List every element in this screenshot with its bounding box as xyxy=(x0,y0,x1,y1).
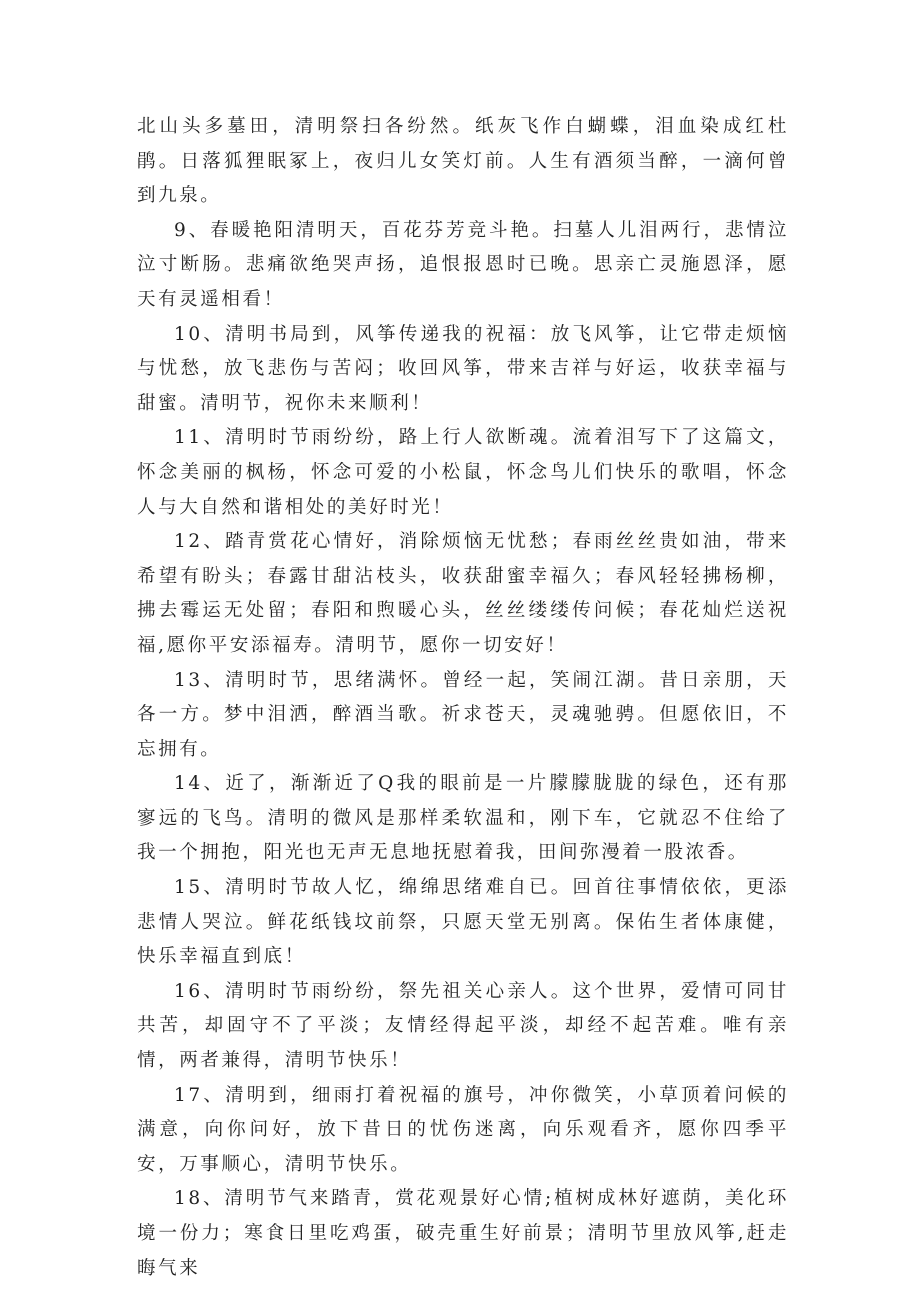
paragraph-item-13: 13、清明时节，思绪满怀。曾经一起，笑闹江湖。昔日亲朋，天各一方。梦中泪洒，醉酒当歌。祈求苍天，灵魂驰骋。但愿依旧，不忘拥有。 xyxy=(137,669,789,760)
paragraph-item-9: 9、春暖艳阳清明天，百花芬芳竞斗艳。扫墓人儿泪两行，悲情泣泣寸断肠。悲痛欲绝哭声扬，追恨报恩时已晚。思亲亡灵施恩泽，愿天有灵遥相看！ xyxy=(137,219,789,310)
paragraph-item-15: 15、清明时节故人忆，绵绵思绪难自已。回首往事情依依，更添悲情人哭泣。鲜花纸钱坟前祭，只愿天堂无别离。保佑生者体康健，快乐幸福直到底！ xyxy=(137,877,789,968)
document-body xyxy=(137,110,789,1286)
paragraph-item-14: 14、近了，渐渐近了Q我的眼前是一片朦朦胧胧的绿色，还有那寥远的飞鸟。清明的微风是那样柔软温和，刚下车，它就忍不住给了我一个拥抱，阳光也无声无息地抚慰着我，田间弥漫着一股浓香。 xyxy=(137,773,789,864)
paragraph-intro-poem: 北山头多墓田，清明祭扫各纷然。纸灰飞作白蝴蝶，泪血染成红杜鹃。日落狐狸眠冢上，夜归儿女笑灯前。人生有酒须当醉，一滴何曾到九泉。 xyxy=(137,116,789,207)
paragraph-item-12: 12、踏青赏花心情好，消除烦恼无忧愁；春雨丝丝贵如油，带来希望有盼头；春露甘甜沾枝头，收获甜蜜幸福久；春风轻轻拂杨柳，拂去霉运无处留；春阳和煦暖心头，丝丝缕缕传问候；春花灿烂送祝福,愿你平安添福寿。清明节，愿你一切安好！ xyxy=(137,531,789,656)
paragraph-item-16: 16、清明时节雨纷纷，祭先祖关心亲人。这个世界，爱情可同甘共苦，却固守不了平淡；友情经得起平淡，却经不起苦难。唯有亲情，两者兼得，清明节快乐！ xyxy=(137,980,789,1072)
paragraph-item-11: 11、清明时节雨纷纷，路上行人欲断魂。流着泪写下了这篇文，怀念美丽的枫杨，怀念可爱的小松鼠，怀念鸟儿们快乐的歌唱，怀念人与大自然和谐相处的美好时光！ xyxy=(137,427,789,518)
paragraph-item-18: 18、清明节气来踏青，赏花观景好心情;植树成林好遮荫，美化环境一份力；寒食日里吃鸡蛋，破壳重生好前景；清明节里放风筝,赶走晦气来 xyxy=(137,1188,789,1279)
paragraph-item-17: 17、清明到，细雨打着祝福的旗号，冲你微笑，小草顶着问候的满意，向你问好，放下昔日的忧伤迷离，向乐观看齐，愿你四季平安，万事顺心，清明节快乐。 xyxy=(137,1084,789,1175)
paragraph-item-10: 10、清明书局到，风筝传递我的祝福：放飞风筝，让它带走烦恼与忧愁，放飞悲伤与苦闷；收回风筝，带来吉祥与好运，收获幸福与甜蜜。清明节，祝你未来顺利！ xyxy=(137,323,789,414)
